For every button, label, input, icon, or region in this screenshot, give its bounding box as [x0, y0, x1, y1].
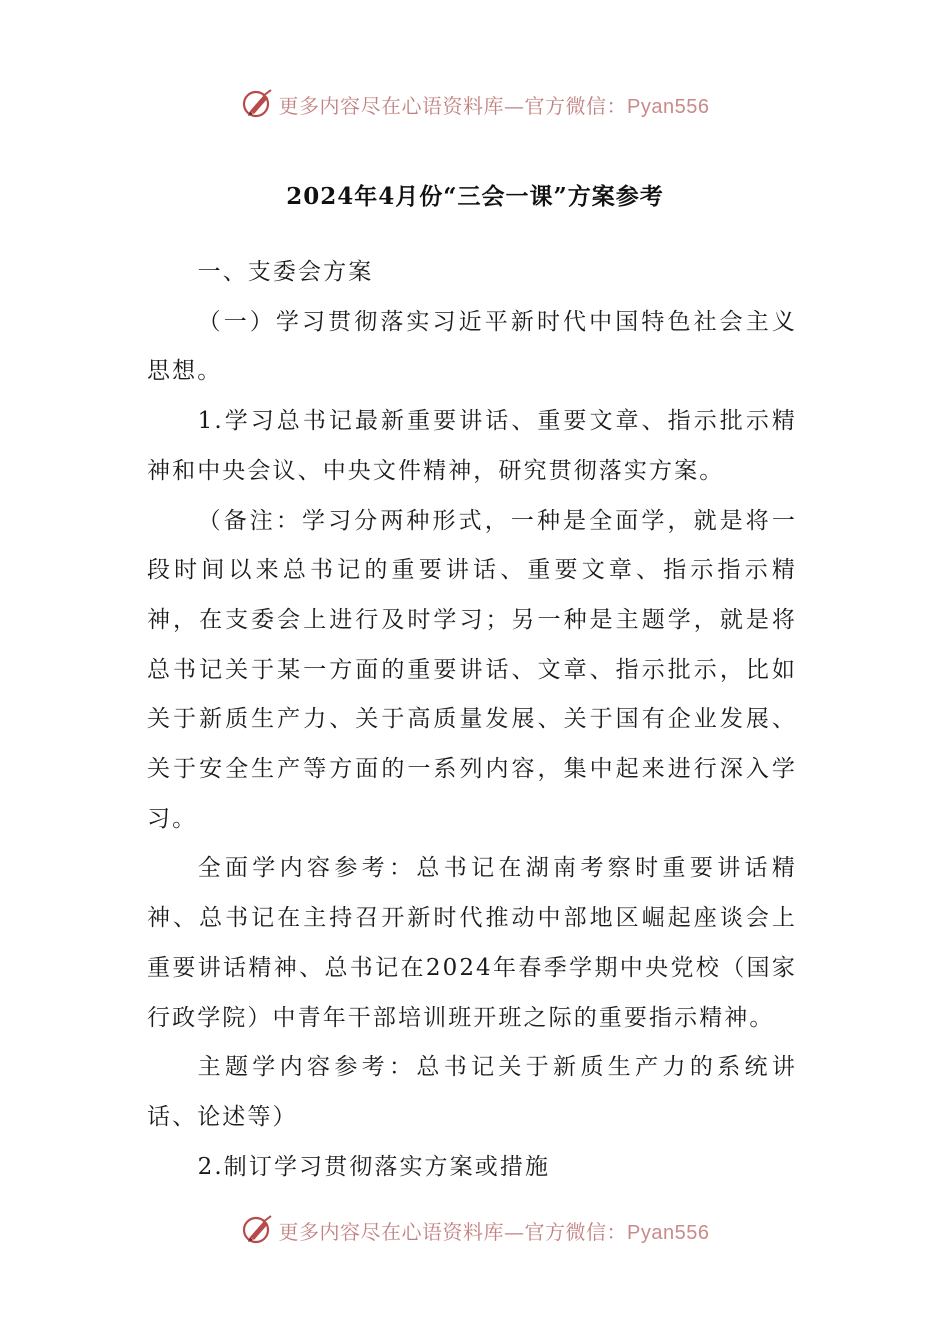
paragraph-thematic-study: 主题学内容参考：总书记关于新质生产力的系统讲话、论述等） [147, 1054, 797, 1130]
paragraph-item-1: 1.学习总书记最新重要讲话、重要文章、指示批示精神和中央会议、中央文件精神，研究贯彻落实方案。 [147, 408, 797, 484]
watermark-wechat-id: Pyan556 [627, 95, 710, 118]
paragraph-note: （备注：学习分两种形式，一种是全面学，就是将一段时间以来总书记的重要讲话、重要文章、指示指示精神，在支委会上进行及时学习；另一种是主题学，就是将总书记关于某一方面的重要讲话、文章、指示批示，比如关于新质生产力、关于高质量发展、关于国有企业发展、关于安全生产等方面的一系列内容，集中起来进行深入学习。 [147, 507, 797, 832]
watermark-slogan: 更多内容尽在心语资料库—官方微信： [278, 93, 628, 118]
section-heading: 一、支委会方案 [197, 259, 374, 285]
pen-logo-icon [241, 1213, 275, 1247]
pen-logo-icon [241, 87, 275, 121]
watermark-banner-bottom [0, 1208, 950, 1252]
watermark-wechat-id: Pyan556 [627, 1221, 710, 1244]
document-body [147, 248, 797, 1192]
subsection-heading: （一）学习贯彻落实习近平新时代中国特色社会主义思想。 [147, 308, 797, 385]
watermark-text [279, 90, 710, 119]
paragraph-item-2: 2.制订学习贯彻落实方案或措施 [197, 1153, 551, 1180]
watermark-slogan: 更多内容尽在心语资料库—官方微信： [278, 1219, 628, 1244]
watermark-text [279, 1216, 710, 1245]
document-title: 2024年4月份“三会一课”方案参考 [286, 183, 664, 210]
watermark-banner-top [0, 82, 950, 126]
paragraph-comprehensive-study: 全面学内容参考：总书记在湖南考察时重要讲话精神、总书记在主持召开新时代推动中部地区崛起座谈会上重要讲话精神、总书记在2024年春季学期中央党校（国家行政学院）中青年干部培训班开班之际的重要指示精神。 [147, 855, 797, 1031]
